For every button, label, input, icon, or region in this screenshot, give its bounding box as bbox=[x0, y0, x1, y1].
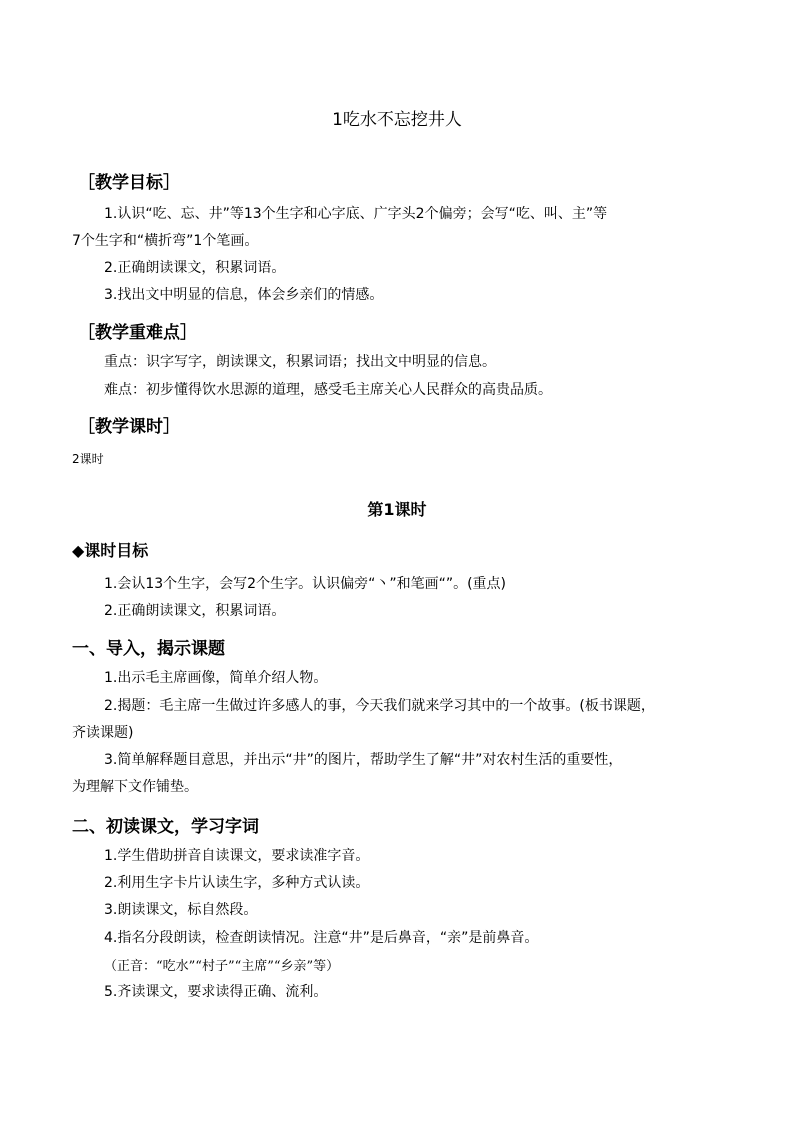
objective-1-line-1: 1.认识“吃、忘、井”等13个生字和心字底、广字头2个偏旁；会写“吃、叫、主”等 bbox=[104, 206, 608, 222]
key-point-difficulty: 难点：初步懂得饮水思源的道理，感受毛主席关心人民群众的高贵品质。 bbox=[104, 382, 552, 398]
part2-heading: 二、初读课文，学习字词 bbox=[72, 817, 259, 837]
objective-3: 3.找出文中明显的信息，体会乡亲们的情感。 bbox=[104, 287, 384, 303]
part2-item-5: 5.齐读课文，要求读得正确、流利。 bbox=[104, 984, 328, 1000]
objective-1-line-2: 7个生字和“横折弯”1个笔画。 bbox=[72, 233, 259, 249]
part1-heading: 一、导入，揭示课题 bbox=[72, 639, 225, 659]
part2-item-4: 4.指名分段朗读，检查朗读情况。注意“井”是后鼻音，“亲”是前鼻音。 bbox=[104, 930, 539, 946]
part1-item-3-line-1: 3.简单解释题目意思，并出示“井”的图片，帮助学生了解“井”对农村生活的重要性， bbox=[104, 752, 623, 768]
lesson-goal-2: 2.正确朗读课文，积累词语。 bbox=[104, 603, 286, 619]
objectives-heading: ［教学目标］ bbox=[78, 173, 180, 193]
part2-pronunciation-note: （正音：“吃水”“村子”“主席”“乡亲”等） bbox=[104, 959, 340, 974]
part2-item-1: 1.学生借助拼音自读课文，要求读准字音。 bbox=[104, 848, 370, 864]
key-points-heading: ［教学重难点］ bbox=[78, 323, 197, 343]
document-title: 1吃水不忘挖井人 bbox=[332, 110, 462, 130]
hours-value: 2课时 bbox=[72, 452, 104, 466]
part1-item-2-line-2: 齐读课题) bbox=[72, 725, 134, 741]
lesson-goals-heading: ◆课时目标 bbox=[72, 541, 149, 560]
part2-item-3: 3.朗读课文，标自然段。 bbox=[104, 902, 258, 918]
part1-item-2-line-1: 2.揭题：毛主席一生做过许多感人的事，今天我们就来学习其中的一个故事。(板书课题， bbox=[104, 698, 655, 714]
part2-item-2: 2.利用生字卡片认读生字，多种方式认读。 bbox=[104, 875, 370, 891]
objective-2: 2.正确朗读课文，积累词语。 bbox=[104, 260, 286, 276]
part1-item-3-line-2: 为理解下文作铺垫。 bbox=[72, 779, 198, 795]
part1-item-1: 1.出示毛主席画像，简单介绍人物。 bbox=[104, 670, 328, 686]
hours-heading: ［教学课时］ bbox=[78, 417, 180, 437]
lesson-goal-1: 1.会认13个生字，会写2个生字。认识偏旁“丶”和笔画“”。(重点) bbox=[104, 576, 507, 592]
key-point-focus: 重点：识字写字，朗读课文，积累词语；找出文中明显的信息。 bbox=[104, 354, 496, 370]
lesson-title: 第1课时 bbox=[367, 500, 427, 519]
